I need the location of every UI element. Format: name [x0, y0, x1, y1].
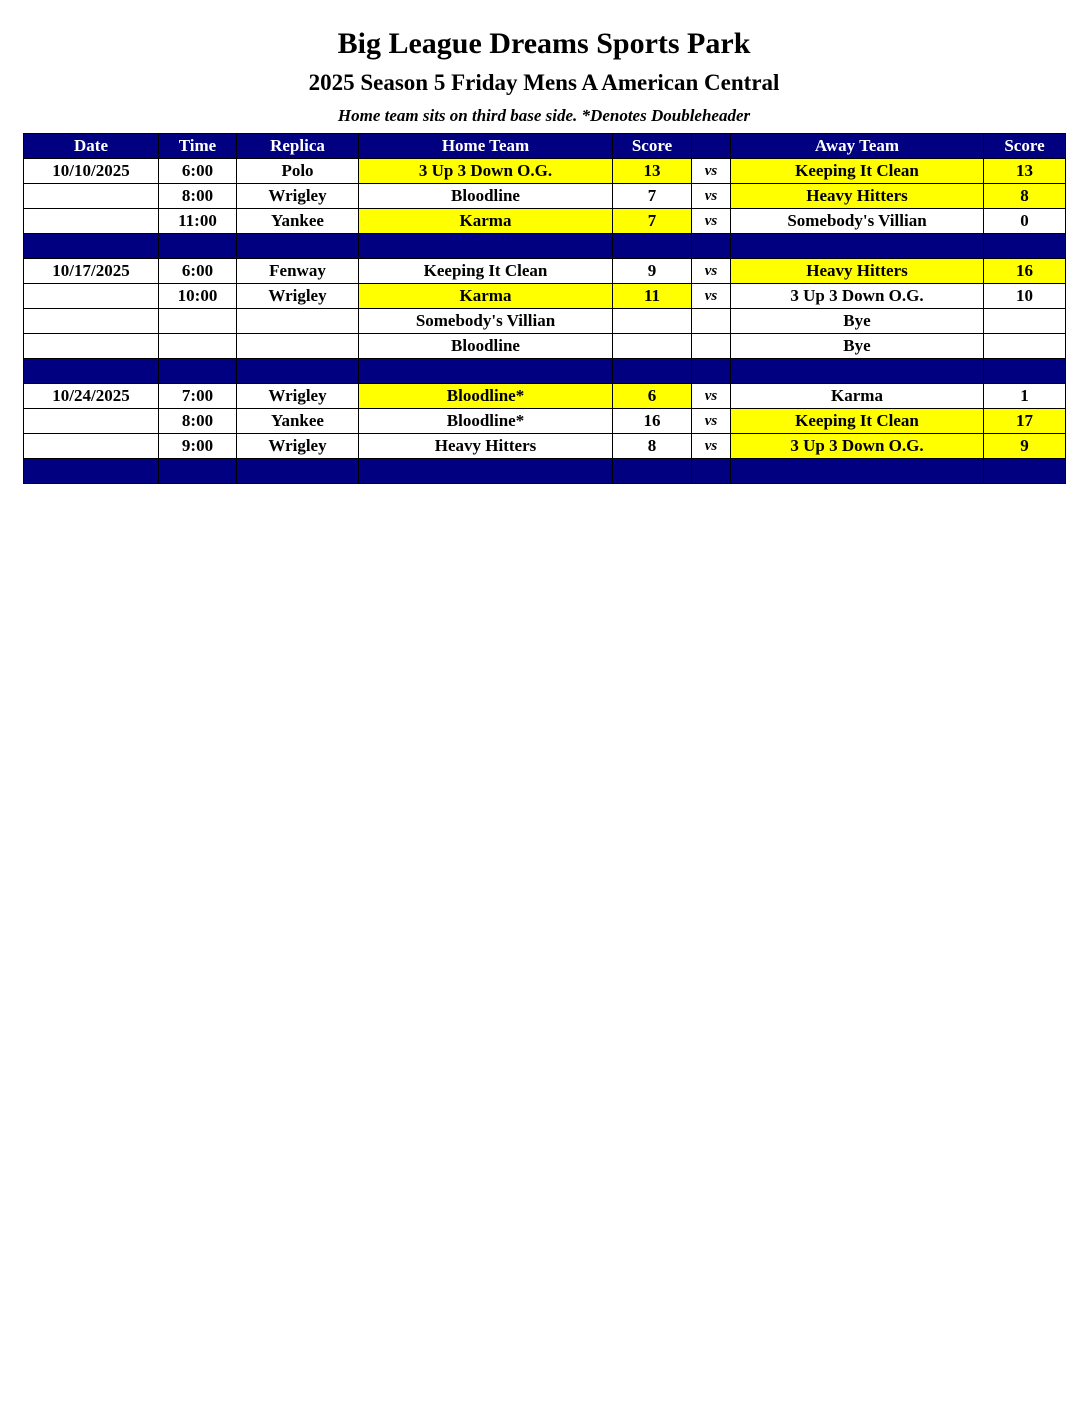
date-cell	[24, 284, 159, 309]
column-header-away-team: Away Team	[731, 134, 984, 159]
separator-row	[24, 359, 1066, 384]
vs-cell	[692, 334, 731, 359]
time-cell: 10:00	[159, 284, 237, 309]
date-cell	[24, 434, 159, 459]
date-cell	[24, 334, 159, 359]
home-team-cell: Bloodline	[359, 334, 613, 359]
table-row	[24, 309, 1066, 334]
date-cell: 10/24/2025	[24, 384, 159, 409]
away-team-cell: Bye	[731, 309, 984, 334]
home-team-cell: 3 Up 3 Down O.G.	[359, 159, 613, 184]
time-cell: 8:00	[159, 409, 237, 434]
away-team-cell: Keeping It Clean	[731, 409, 984, 434]
date-cell: 10/17/2025	[24, 259, 159, 284]
separator-cell	[159, 359, 237, 384]
separator-cell	[984, 459, 1066, 484]
replica-cell	[237, 334, 359, 359]
vs-cell: vs	[692, 159, 731, 184]
table-row	[24, 159, 1066, 184]
table-row	[24, 409, 1066, 434]
table-row	[24, 259, 1066, 284]
separator-cell	[24, 234, 159, 259]
vs-cell: vs	[692, 184, 731, 209]
column-header-time: Time	[159, 134, 237, 159]
replica-cell: Wrigley	[237, 434, 359, 459]
home-score-cell: 8	[613, 434, 692, 459]
away-team-cell: Heavy Hitters	[731, 259, 984, 284]
separator-cell	[159, 234, 237, 259]
time-cell: 11:00	[159, 209, 237, 234]
home-team-cell: Karma	[359, 209, 613, 234]
home-team-cell: Keeping It Clean	[359, 259, 613, 284]
vs-cell: vs	[692, 209, 731, 234]
schedule-table	[23, 133, 1066, 484]
replica-cell: Wrigley	[237, 184, 359, 209]
separator-cell	[613, 234, 692, 259]
column-header-vs	[692, 134, 731, 159]
vs-cell: vs	[692, 409, 731, 434]
separator-cell	[359, 459, 613, 484]
away-team-cell: Bye	[731, 334, 984, 359]
replica-cell: Yankee	[237, 209, 359, 234]
separator-cell	[731, 459, 984, 484]
away-score-cell: 17	[984, 409, 1066, 434]
page-title: Big League Dreams Sports Park	[337, 27, 751, 60]
table-row	[24, 434, 1066, 459]
home-score-cell: 7	[613, 184, 692, 209]
away-score-cell	[984, 309, 1066, 334]
away-team-cell: Keeping It Clean	[731, 159, 984, 184]
replica-cell: Polo	[237, 159, 359, 184]
replica-cell: Fenway	[237, 259, 359, 284]
home-score-cell: 7	[613, 209, 692, 234]
away-score-cell: 0	[984, 209, 1066, 234]
home-team-cell: Somebody's Villian	[359, 309, 613, 334]
date-cell	[24, 209, 159, 234]
home-team-cell: Bloodline*	[359, 409, 613, 434]
column-header-home-score: Score	[613, 134, 692, 159]
away-team-cell: Somebody's Villian	[731, 209, 984, 234]
home-score-cell: 6	[613, 384, 692, 409]
table-row	[24, 384, 1066, 409]
away-score-cell	[984, 334, 1066, 359]
away-score-cell: 16	[984, 259, 1066, 284]
home-team-cell: Karma	[359, 284, 613, 309]
separator-cell	[984, 234, 1066, 259]
table-row	[24, 209, 1066, 234]
time-cell: 7:00	[159, 384, 237, 409]
separator-cell	[359, 234, 613, 259]
time-cell	[159, 309, 237, 334]
time-cell: 8:00	[159, 184, 237, 209]
away-score-cell: 1	[984, 384, 1066, 409]
replica-cell: Wrigley	[237, 384, 359, 409]
vs-cell	[692, 309, 731, 334]
time-cell: 6:00	[159, 259, 237, 284]
home-score-cell: 13	[613, 159, 692, 184]
date-cell: 10/10/2025	[24, 159, 159, 184]
replica-cell: Wrigley	[237, 284, 359, 309]
separator-cell	[692, 359, 731, 384]
home-score-cell: 11	[613, 284, 692, 309]
column-header-home-team: Home Team	[359, 134, 613, 159]
away-score-cell: 10	[984, 284, 1066, 309]
home-team-note: Home team sits on third base side. *Denotes Doubleheader	[337, 106, 751, 125]
away-score-cell: 13	[984, 159, 1066, 184]
separator-cell	[359, 359, 613, 384]
separator-cell	[159, 459, 237, 484]
away-team-cell: Heavy Hitters	[731, 184, 984, 209]
separator-row	[24, 459, 1066, 484]
date-cell	[24, 309, 159, 334]
header-row	[24, 134, 1066, 159]
separator-cell	[237, 234, 359, 259]
replica-cell	[237, 309, 359, 334]
home-team-cell: Bloodline	[359, 184, 613, 209]
away-score-cell: 8	[984, 184, 1066, 209]
season-subtitle: 2025 Season 5 Friday Mens A American Central	[308, 70, 780, 95]
home-team-cell: Bloodline*	[359, 384, 613, 409]
time-cell: 6:00	[159, 159, 237, 184]
separator-cell	[613, 459, 692, 484]
home-score-cell: 16	[613, 409, 692, 434]
separator-cell	[237, 459, 359, 484]
away-team-cell: 3 Up 3 Down O.G.	[731, 434, 984, 459]
home-score-cell	[613, 309, 692, 334]
column-header-replica: Replica	[237, 134, 359, 159]
separator-cell	[237, 359, 359, 384]
date-cell	[24, 409, 159, 434]
away-score-cell: 9	[984, 434, 1066, 459]
time-cell	[159, 334, 237, 359]
away-team-cell: 3 Up 3 Down O.G.	[731, 284, 984, 309]
home-team-cell: Heavy Hitters	[359, 434, 613, 459]
vs-cell: vs	[692, 384, 731, 409]
home-score-cell	[613, 334, 692, 359]
replica-cell: Yankee	[237, 409, 359, 434]
separator-cell	[613, 359, 692, 384]
time-cell: 9:00	[159, 434, 237, 459]
separator-cell	[692, 459, 731, 484]
separator-row	[24, 234, 1066, 259]
schedule-body	[24, 159, 1066, 484]
separator-cell	[731, 359, 984, 384]
separator-cell	[24, 459, 159, 484]
column-header-away-score: Score	[984, 134, 1066, 159]
separator-cell	[24, 359, 159, 384]
away-team-cell: Karma	[731, 384, 984, 409]
vs-cell: vs	[692, 284, 731, 309]
separator-cell	[731, 234, 984, 259]
vs-cell: vs	[692, 434, 731, 459]
table-row	[24, 184, 1066, 209]
column-header-date: Date	[24, 134, 159, 159]
table-row	[24, 334, 1066, 359]
home-score-cell: 9	[613, 259, 692, 284]
separator-cell	[984, 359, 1066, 384]
table-row	[24, 284, 1066, 309]
date-cell	[24, 184, 159, 209]
separator-cell	[692, 234, 731, 259]
vs-cell: vs	[692, 259, 731, 284]
